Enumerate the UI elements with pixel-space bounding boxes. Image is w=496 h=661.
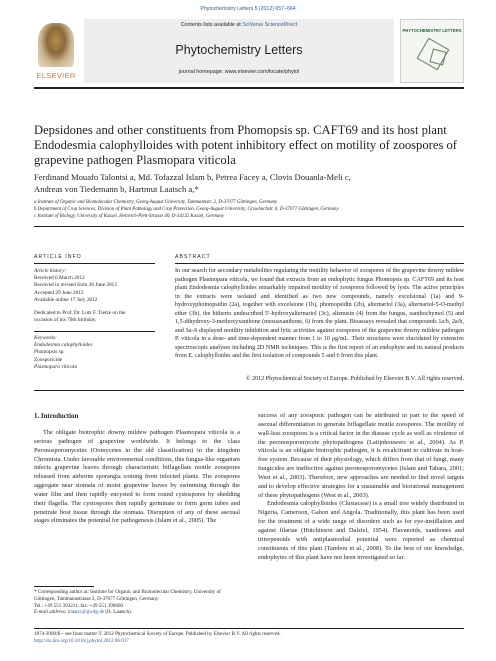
elsevier-logo[interactable] (34, 19, 78, 83)
contents-prefix: Contents lists available at (180, 22, 241, 28)
issn-line: 1874-3900/$ – see front matter © 2012 Phytochemical Society of Europe. Published by Elsevier B.V. All rights reserved. (34, 631, 281, 637)
affiliation: a Institute of Organic and Biomolecular Chemistry, Georg-August University, Tammannstr. 2, D-37077 Göttingen, Germany (34, 200, 278, 205)
abstract-copyright: © 2012 Phytochemical Society of Europe. Published by Elsevier B.V. All rights reserved. (245, 376, 464, 382)
left-column (34, 429, 240, 526)
running-head[interactable]: Phytochemistry Letters 5 (2012) 657–664 (200, 6, 296, 12)
bottom-rule (34, 628, 464, 629)
history-entry: Received in revised form 26 June 2012 (34, 282, 117, 289)
article-info-heading: ARTICLE INFO (34, 254, 82, 260)
right-column (258, 412, 464, 562)
elsevier-tree-icon (38, 23, 74, 67)
section-heading-introduction: 1. Introduction (34, 413, 79, 420)
abstract-rule (175, 263, 464, 264)
article-title (34, 123, 464, 168)
doi-link[interactable]: http://dx.doi.org/10.1016/j.phytol.2012.06.017 (34, 637, 129, 644)
abstract-bottom-rule (34, 390, 464, 391)
keyword: Plasmopara viticola (34, 363, 78, 370)
keyword: Endodesmia calophylloides (34, 342, 93, 349)
corresponding-author-footnote (34, 589, 240, 616)
footnote-rule (34, 586, 94, 587)
contents-line (84, 22, 394, 28)
authors-line[interactable]: Ferdinand Mouafo Talontsi a, Md. Tofazzal Islam b, Petrea Facey a, Clovis Douanla-Meli c, (34, 172, 351, 182)
email-suffix: (H. Laatsch). (105, 609, 133, 616)
email-label: E-mail address: (34, 609, 67, 616)
masthead-rule (34, 87, 464, 89)
cover-title: PHYTOCHEMISTRY LETTERS (402, 28, 462, 33)
article-title-line: grapevine pathogen Plasmopara viticola (34, 153, 236, 167)
sciencedirect-link[interactable]: SciVerse ScienceDirect (242, 22, 298, 28)
email-link[interactable]: hlaatsc@gwdg.de (67, 609, 105, 616)
elsevier-wordmark: ELSEVIER (36, 71, 76, 80)
header-divider (34, 226, 464, 227)
history-entry: Accepted 29 June 2012 (34, 289, 84, 296)
history-entry: Received 6 March 2012 (34, 275, 85, 282)
body-paragraph: success of any zoosporic pathogen can be attributed in part to the speed of asexual differentiation to generate biflagellate motile zoospores. The motility of wall-less zoospores is a critical factor in the disease cycle as well as virulence of the peronosporomycete phytopathogens (Latijnhouwers et al., 2004). As P. viticola is an obligate biotrophic pathogen, it is recalcitrant to cultivate in host-free system. Because of their physiology, which differs from that of fungi, many fungicides are ineffective against peronosporomycetes (Islam and Tahara, 2001; West et al., 2003). Therefore, new approaches are needed to find novel targets and to develop effective strategies for a sustainable and biorational management of these phytopathogens (West et al., 2003). (258, 412, 464, 499)
keywords-rule (34, 331, 155, 332)
footnote-phone: Tel.: +49 551 393211; fax: +49 551 399660. (34, 602, 125, 609)
article-title-line: Depsidones and other constituents from Phomopsis sp. CAFT69 and its host plant (34, 123, 447, 137)
issn-doi-block (34, 631, 464, 645)
keywords-label: Keywords: (34, 335, 57, 341)
article-info-rule (34, 263, 155, 264)
keyword: Zoosporicide (34, 356, 62, 363)
body-paragraph: The obligate biotrophic downy mildew pathogen Plasmopara viticola is a serious pathogen of grapevine worldwide. It belongs to the class Peronosporomycetes (Oomycetes in the old classification) in the kingdom Chromista. Under favorable environmental conditions, this fungus-like organism infects grapevine leaves through characteristic biflagellate motile zoospores released from airborne sporangia coming from infected plants. The zoospores aggregate near stomata of moist grapevine leaves by swimming through the water film and then rapidly encysted to form round cystospores by shedding their flagella. The cystospores then rapidly germinate to form germ tubes and penetrate host tissue through the stomata. Disruption of any of these asexual stages eliminates the potential for pathogenesis (Islam et al., 2005). The (34, 429, 240, 525)
article-history-label: Article history: (34, 268, 67, 274)
affiliations (34, 199, 464, 220)
keyword: Phomopsis sp. (34, 349, 65, 356)
body-paragraph: Endodesmia calophylloides (Clusiaceae) is a small tree widely distributed in Nigeria, Cameroon, Gabon and Angola. Traditionally, this plant has been used for the treatment of a wide range of disorders such as for eye-instillation and against filariae (Hutchinson and Dalziel, 1954). Flavanoids, xanthones and triterpenoids with antiplasmodial potential were reported as chemical constituents of this plant (Tambou et al., 2008). To the best of our knowledge, endophytes of this plant have not been investigated so far. (258, 500, 464, 561)
history-entry: Available online 17 July 2012 (34, 296, 98, 303)
journal-homepage-link[interactable]: journal homepage: www.elsevier.com/locate/phytol (178, 69, 300, 75)
affiliation: c Institute of Biology, University of Kassel, Heinrich-Plett-Strasse 40, D-34132 Kassel, Germany (34, 214, 225, 219)
dedication: Dedicated to Prof. Dr. Lutz F. Tietze on the occasion of his 70th birthday. (34, 310, 126, 324)
footnote-email-line (34, 609, 240, 616)
footnote-address: * Corresponding author at: Institute for Organic and Biomolecular Chemistry, University of Göttingen, Tammannstrasse 2, D-37077 Göttingen, Germany. (34, 589, 221, 602)
authors-line[interactable]: Andreas von Tiedemann b, Hartmut Laatsch a,* (34, 183, 199, 194)
journal-name: Phytochemistry Letters (175, 43, 303, 57)
journal-title-block (84, 19, 394, 83)
article-history (34, 268, 134, 304)
affiliation: b Department of Crop Sciences, Division of Plant Pathology and Crop Protection, Georg-August University, Grisebachstr. 6, D-37077 Göttingen, Germany (34, 207, 339, 212)
abstract-heading: ABSTRACT (175, 254, 211, 260)
keywords (34, 335, 134, 371)
journal-cover-thumbnail[interactable] (400, 19, 464, 83)
masthead (34, 19, 464, 113)
article-title-line: Endodesmia calophylloides with potent inhibitory effect on motility of zoospores of (34, 138, 457, 152)
author-list (34, 172, 464, 195)
abstract-text: In our search for secondary metabolites regulating the motility behavior of zoospores of the grapevine downy mildew pathogen Plasmopara viticola, we found that extracts from an endophytic fungus Phomopsis sp. CAFT69 and its host plant Endodesmia calophylloides remarkably impaired motility of zoospores followed by lysis. The active principles in the extracts were isolated and identified as two new compounds, namely excelsional (1a) and 9-hydroxyphomopsidin (2a), together with excelsione (1b), phomopsidin (2b), alternariol (3a), alternariol-5-O-methyl ether (3b), the hitherto undescribed 5′-hydroxyalternariol (3c), altenusin (4) from the fungus, xanthochymol (5) and 1,5-dihydroxy-3-methoxyxanthone (mesuaxanthone, 6) from the plant. Bioassays revealed that compounds 1a/b, 2a/b, and 3a–6 displayed motility inhibition and lytic activities against zoospores of the grapevine downy mildew pathogen P. viticola in a dose- and time-dependent manner from 1 to 10 μg/mL. Their structures were elucidated by extensive spectroscopic analyses including 2D NMR techniques. This is the first report of an endophyte and its natural products from E. calophylloides and the first isolation of compounds 5 and 6 from this plant. (175, 268, 464, 360)
